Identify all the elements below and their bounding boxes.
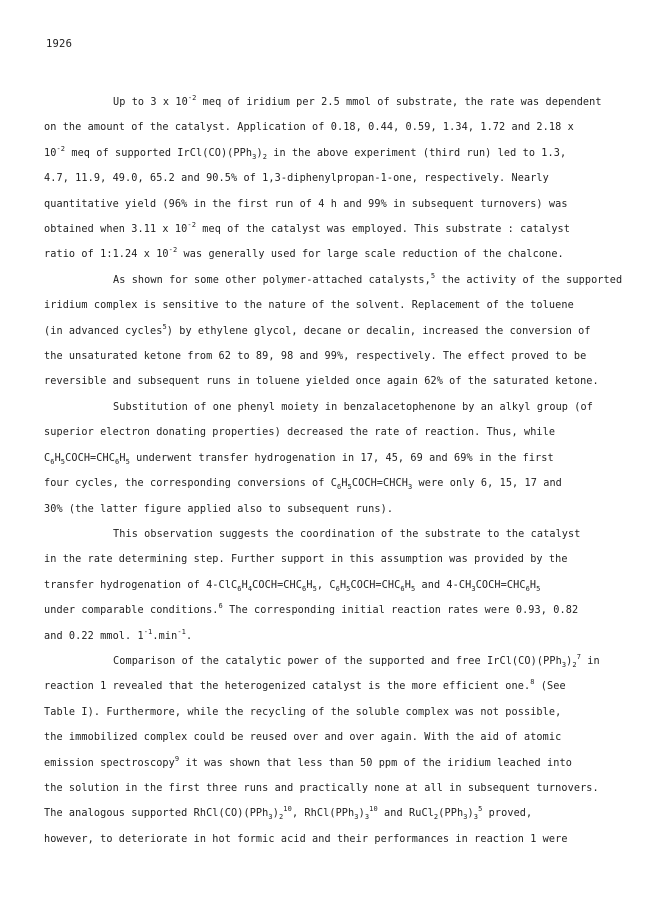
subscript: 5 — [346, 584, 351, 593]
text-run: and 0.22 mmol. 1 — [44, 630, 144, 642]
superscript: -2 — [187, 221, 197, 230]
text-run: in — [581, 655, 600, 667]
text-run: Comparison of the catalytic power of the supported and free IrCl(CO)(PPh — [113, 655, 562, 667]
subscript: 3 — [473, 813, 479, 822]
text-run: ) — [566, 655, 573, 667]
text-line — [44, 471, 644, 496]
text-run: Up to 3 x 10 — [113, 97, 188, 108]
subscript: 6 — [336, 483, 342, 492]
text-line — [44, 166, 644, 191]
superscript: -2 — [187, 94, 197, 102]
text-run: meq of supported IrCl(CO)(PPh — [65, 147, 253, 159]
text-run: .min — [152, 630, 178, 642]
text-run: Table I). Furthermore, while the recycling of the soluble complex was not possible, — [44, 706, 562, 718]
text-line — [44, 827, 644, 852]
superscript: 5 — [478, 805, 483, 814]
text-run: were only 6, 15, 17 and — [412, 478, 562, 490]
superscript: -1 — [177, 627, 186, 636]
subscript: 5 — [410, 584, 416, 593]
subscript: 5 — [536, 584, 541, 593]
text-run: reaction 1 revealed that the heterogenized catalyst is the more efficient one. — [44, 681, 531, 693]
superscript: 10 — [283, 805, 292, 814]
text-run: COCH=CHC — [350, 579, 401, 591]
text-run: was generally used for large scale reduction of the chalcone. — [177, 249, 564, 261]
text-run: , RhCl(PPh — [291, 808, 355, 820]
text-run: iridium complex is sensitive to the nature of the solvent. Replacement of the toluene — [44, 300, 574, 312]
text-run: , C — [316, 579, 336, 591]
text-run: COCH=CHC — [252, 579, 303, 591]
text-run: ) — [358, 808, 365, 820]
text-line — [44, 217, 644, 242]
subscript: 2 — [278, 813, 284, 822]
text-run: The corresponding initial reaction rates were 0.93, 0.82 — [222, 605, 579, 617]
text-run: obtained when 3.11 x 10 — [44, 224, 188, 236]
superscript: -2 — [168, 246, 178, 255]
text-run: underwent transfer hydrogenation in 17, 45, 69 and 69% in the first — [129, 452, 554, 464]
text-run: (PPh — [438, 808, 464, 820]
text-run: under comparable conditions. — [44, 605, 219, 617]
superscript: 5 — [430, 271, 436, 280]
text-line — [44, 115, 644, 140]
text-line — [44, 420, 644, 445]
text-run: ) — [467, 808, 474, 820]
text-line — [44, 395, 644, 420]
text-run: (in advanced cycles — [44, 325, 163, 337]
subscript: 4 — [247, 584, 253, 593]
subscript: 3 — [471, 584, 476, 593]
text-run: ) by ethylene glycol, decane or decalin, increased the conversion of — [166, 325, 591, 337]
text-line — [44, 192, 644, 217]
text-run: H — [529, 579, 537, 591]
text-run: H — [339, 579, 347, 591]
text-run: in the above experiment (third run) led to 1.3, — [267, 147, 567, 159]
text-line — [44, 319, 644, 344]
text-line — [44, 446, 644, 471]
text-line — [44, 598, 644, 623]
text-run: COCH=CHC — [65, 452, 115, 464]
text-run: the immobilized complex could be reused over and over again. With the aid of atomic — [44, 732, 562, 744]
text-run: COCH=CHC — [475, 579, 526, 591]
subscript: 3 — [463, 813, 468, 822]
superscript: 8 — [530, 678, 535, 687]
subscript: 5 — [347, 483, 352, 492]
text-line — [44, 700, 644, 725]
subscript: 6 — [302, 584, 307, 593]
subscript: 6 — [335, 584, 340, 593]
paragraph — [44, 268, 644, 395]
subscript: 2 — [433, 813, 439, 822]
paragraph — [44, 522, 644, 649]
text-run: H — [404, 579, 411, 591]
text-line — [44, 242, 644, 267]
text-run: H — [54, 452, 61, 464]
subscript: 2 — [572, 660, 577, 669]
text-run: . — [185, 630, 193, 642]
text-line — [44, 497, 644, 522]
subscript: 3 — [354, 813, 359, 822]
text-line — [44, 573, 644, 598]
text-run: ) — [256, 147, 263, 159]
text-run: transfer hydrogenation of 4-ClC — [44, 579, 238, 591]
text-run: H — [341, 478, 348, 490]
text-run: H — [119, 452, 126, 464]
text-run: on the amount of the catalyst. Application of 0.18, 0.44, 0.59, 1.34, 1.72 and 2.18 x — [44, 122, 574, 134]
text-line — [44, 751, 644, 776]
superscript: 10 — [369, 805, 378, 814]
subscript: 3 — [364, 813, 370, 822]
text-run: in the rate determining step. Further support in this assumption was provided by the — [44, 554, 568, 566]
text-run: the activity of the supported — [435, 274, 623, 286]
subscript: 6 — [525, 584, 530, 593]
text-line — [44, 344, 644, 369]
text-run: Substitution of one phenyl moiety in benzalacetophenone by an alkyl group (of — [113, 401, 593, 413]
text-run: 30% (the latter figure applied also to subsequent runs). — [44, 503, 394, 515]
subscript: 6 — [50, 457, 55, 466]
text-line — [44, 776, 644, 801]
text-run: COCH=CHCH — [351, 478, 408, 490]
text-run: meq of the catalyst was employed. This substrate : catalyst — [196, 224, 571, 236]
subscript: 6 — [400, 584, 405, 593]
text-run: This observation suggests the coordination of the substrate to the catalyst — [113, 528, 581, 540]
text-run: it was shown that less than 50 ppm of the iridium leached into — [179, 757, 572, 769]
subscript: 3 — [268, 813, 273, 822]
page-number: 1926 — [46, 38, 73, 50]
text-line — [44, 141, 644, 166]
superscript: 5 — [162, 322, 167, 331]
text-run: C — [44, 452, 51, 464]
superscript: 7 — [576, 652, 582, 661]
subscript: 2 — [262, 152, 268, 161]
text-line — [44, 90, 644, 115]
text-line — [44, 369, 644, 394]
text-line — [44, 522, 644, 547]
text-run: As shown for some other polymer-attached catalysts, — [113, 274, 431, 286]
text-line — [44, 725, 644, 750]
paragraph — [44, 90, 644, 268]
subscript: 5 — [60, 457, 66, 466]
subscript: 6 — [115, 457, 120, 466]
text-run: (See — [534, 681, 566, 693]
text-run: The analogous supported RhCl(CO)(PPh — [44, 808, 269, 820]
text-run: the unsaturated ketone from 62 to 89, 98 and 99%, respectively. The effect proved to be — [44, 351, 587, 363]
superscript: 6 — [218, 602, 223, 611]
subscript: 5 — [312, 584, 317, 593]
text-run: ) — [272, 808, 279, 820]
superscript: -1 — [143, 627, 153, 636]
superscript: 9 — [174, 754, 180, 763]
text-line — [44, 293, 644, 318]
subscript: 3 — [561, 660, 567, 669]
text-run: 4.7, 11.9, 49.0, 65.2 and 90.5% of 1,3-diphenylpropan-1-one, respectively. Nearly — [44, 173, 549, 185]
subscript: 5 — [125, 457, 130, 466]
text-run: emission spectroscopy — [44, 757, 175, 769]
text-line — [44, 649, 644, 674]
text-line — [44, 547, 644, 572]
text-run: however, to deteriorate in hot formic acid and their performances in reaction 1 were — [44, 833, 568, 845]
text-run: ratio of 1:1.24 x 10 — [44, 249, 169, 261]
text-run: four cycles, the corresponding conversions of C — [44, 478, 337, 490]
text-run: quantitative yield (96% in the first run of 4 h and 99% in subsequent turnovers) was — [44, 198, 568, 210]
text-run: reversible and subsequent runs in toluene yielded once again 62% of the saturated ketone. — [44, 376, 599, 388]
text-line — [44, 674, 644, 699]
text-run: superior electron donating properties) decreased the rate of reaction. Thus, while — [44, 427, 556, 439]
paragraph — [44, 395, 644, 522]
text-line — [44, 268, 644, 293]
text-run: meq of iridium per 2.5 mmol of substrate, the rate was dependent — [196, 97, 602, 108]
subscript: 6 — [237, 584, 242, 593]
text-line — [44, 801, 644, 826]
superscript: -2 — [56, 144, 66, 153]
body-text — [44, 90, 644, 852]
text-run: and RuCl — [377, 808, 434, 820]
paragraph — [44, 649, 644, 852]
text-run: H — [241, 579, 248, 591]
subscript: 3 — [407, 483, 413, 492]
text-run: H — [306, 579, 313, 591]
text-run: the solution in the first three runs and practically none at all in subsequent turnovers. — [44, 782, 599, 794]
text-run: proved, — [482, 808, 533, 820]
subscript: 3 — [252, 152, 257, 161]
text-run: and 4-CH — [415, 579, 472, 591]
text-run: 10 — [44, 147, 57, 159]
text-line — [44, 624, 644, 649]
